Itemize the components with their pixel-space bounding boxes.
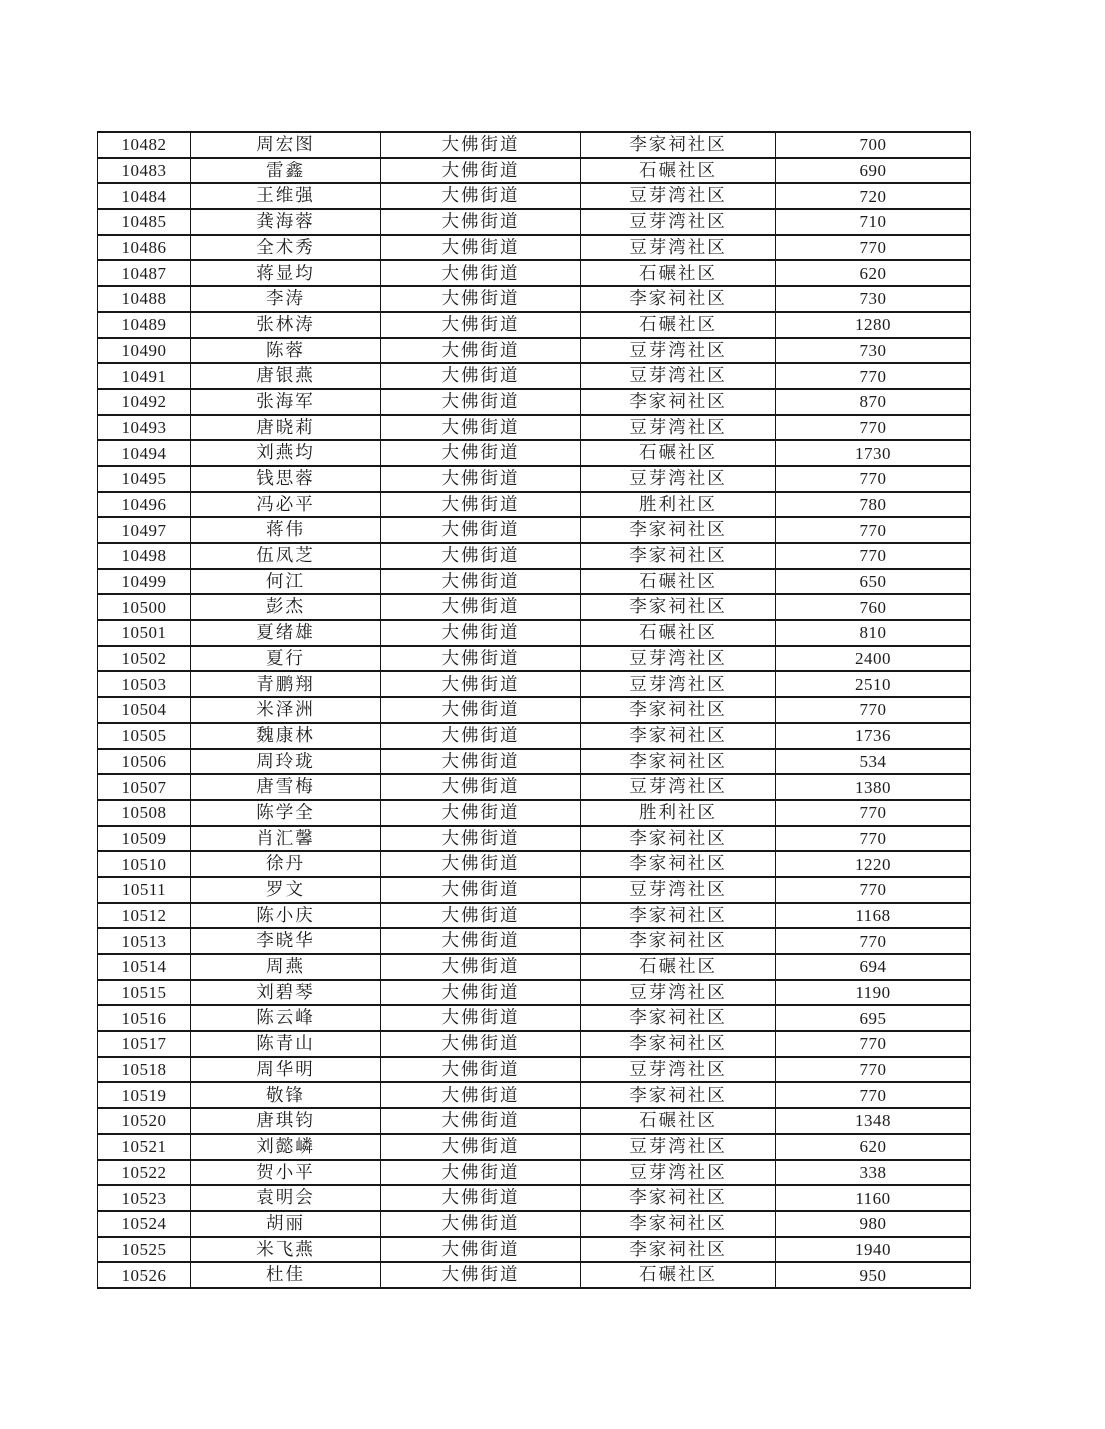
person-name-cell: 罗文 <box>191 877 381 903</box>
table-row <box>98 415 971 441</box>
serial-number-cell: 10491 <box>98 363 191 389</box>
person-name-cell: 米泽洲 <box>191 697 381 723</box>
community-cell: 石碾社区 <box>581 158 776 184</box>
person-name-cell: 唐雪梅 <box>191 774 381 800</box>
person-name-cell: 伍凤芝 <box>191 543 381 569</box>
street-cell: 大佛街道 <box>381 492 581 518</box>
table-row <box>98 312 971 338</box>
serial-number-cell: 10502 <box>98 646 191 672</box>
street-cell: 大佛街道 <box>381 415 581 441</box>
amount-cell: 760 <box>776 594 971 620</box>
serial-number-cell: 10526 <box>98 1262 191 1288</box>
table-row <box>98 877 971 903</box>
serial-number-cell: 10516 <box>98 1005 191 1031</box>
person-name-cell: 徐丹 <box>191 851 381 877</box>
person-name-cell: 米飞燕 <box>191 1237 381 1263</box>
table-row <box>98 671 971 697</box>
serial-number-cell: 10500 <box>98 594 191 620</box>
serial-number-cell: 10512 <box>98 903 191 929</box>
person-name-cell: 全术秀 <box>191 235 381 261</box>
table-row <box>98 774 971 800</box>
amount-cell: 1280 <box>776 312 971 338</box>
table-row <box>98 1057 971 1083</box>
street-cell: 大佛街道 <box>381 1262 581 1288</box>
serial-number-cell: 10524 <box>98 1211 191 1237</box>
street-cell: 大佛街道 <box>381 774 581 800</box>
person-name-cell: 刘碧琴 <box>191 980 381 1006</box>
serial-number-cell: 10501 <box>98 620 191 646</box>
table-row <box>98 363 971 389</box>
amount-cell: 620 <box>776 260 971 286</box>
table-row <box>98 569 971 595</box>
serial-number-cell: 10486 <box>98 235 191 261</box>
street-cell: 大佛街道 <box>381 928 581 954</box>
community-cell: 豆芽湾社区 <box>581 774 776 800</box>
community-cell: 李家祠社区 <box>581 1082 776 1108</box>
street-cell: 大佛街道 <box>381 183 581 209</box>
amount-cell: 980 <box>776 1211 971 1237</box>
street-cell: 大佛街道 <box>381 723 581 749</box>
serial-number-cell: 10499 <box>98 569 191 595</box>
street-cell: 大佛街道 <box>381 1160 581 1186</box>
amount-cell: 700 <box>776 132 971 158</box>
serial-number-cell: 10494 <box>98 440 191 466</box>
person-name-cell: 胡丽 <box>191 1211 381 1237</box>
table-row <box>98 1237 971 1263</box>
person-name-cell: 钱思蓉 <box>191 466 381 492</box>
street-cell: 大佛街道 <box>381 517 581 543</box>
amount-cell: 730 <box>776 338 971 364</box>
community-cell: 李家祠社区 <box>581 132 776 158</box>
street-cell: 大佛街道 <box>381 235 581 261</box>
person-name-cell: 李晓华 <box>191 928 381 954</box>
amount-cell: 1220 <box>776 851 971 877</box>
table-row <box>98 543 971 569</box>
table-row <box>98 620 971 646</box>
community-cell: 石碾社区 <box>581 620 776 646</box>
person-name-cell: 何江 <box>191 569 381 595</box>
amount-cell: 1168 <box>776 903 971 929</box>
community-cell: 李家祠社区 <box>581 389 776 415</box>
table-row <box>98 183 971 209</box>
person-name-cell: 周燕 <box>191 954 381 980</box>
community-cell: 李家祠社区 <box>581 928 776 954</box>
table-row <box>98 286 971 312</box>
person-name-cell: 雷鑫 <box>191 158 381 184</box>
amount-cell: 1160 <box>776 1185 971 1211</box>
street-cell: 大佛街道 <box>381 389 581 415</box>
person-name-cell: 周玲珑 <box>191 749 381 775</box>
amount-cell: 710 <box>776 209 971 235</box>
person-name-cell: 张林涛 <box>191 312 381 338</box>
community-cell: 李家祠社区 <box>581 749 776 775</box>
community-cell: 石碾社区 <box>581 569 776 595</box>
serial-number-cell: 10520 <box>98 1108 191 1134</box>
table-row <box>98 594 971 620</box>
community-cell: 豆芽湾社区 <box>581 1057 776 1083</box>
person-name-cell: 周宏图 <box>191 132 381 158</box>
serial-number-cell: 10487 <box>98 260 191 286</box>
table-row <box>98 723 971 749</box>
community-cell: 李家祠社区 <box>581 286 776 312</box>
community-cell: 豆芽湾社区 <box>581 338 776 364</box>
community-cell: 李家祠社区 <box>581 1185 776 1211</box>
community-cell: 李家祠社区 <box>581 851 776 877</box>
serial-number-cell: 10519 <box>98 1082 191 1108</box>
community-cell: 李家祠社区 <box>581 1237 776 1263</box>
person-name-cell: 夏行 <box>191 646 381 672</box>
street-cell: 大佛街道 <box>381 646 581 672</box>
street-cell: 大佛街道 <box>381 1108 581 1134</box>
table-row <box>98 158 971 184</box>
person-name-cell: 王维强 <box>191 183 381 209</box>
person-name-cell: 张海军 <box>191 389 381 415</box>
person-name-cell: 唐琪钧 <box>191 1108 381 1134</box>
amount-cell: 2400 <box>776 646 971 672</box>
table-row <box>98 646 971 672</box>
amount-cell: 695 <box>776 1005 971 1031</box>
amount-cell: 770 <box>776 517 971 543</box>
person-name-cell: 夏绪雄 <box>191 620 381 646</box>
person-name-cell: 周华明 <box>191 1057 381 1083</box>
street-cell: 大佛街道 <box>381 594 581 620</box>
table-row <box>98 980 971 1006</box>
community-cell: 豆芽湾社区 <box>581 183 776 209</box>
street-cell: 大佛街道 <box>381 209 581 235</box>
street-cell: 大佛街道 <box>381 620 581 646</box>
person-name-cell: 龚海蓉 <box>191 209 381 235</box>
amount-cell: 780 <box>776 492 971 518</box>
person-name-cell: 陈青山 <box>191 1031 381 1057</box>
table-row <box>98 1185 971 1211</box>
street-cell: 大佛街道 <box>381 851 581 877</box>
serial-number-cell: 10504 <box>98 697 191 723</box>
street-cell: 大佛街道 <box>381 363 581 389</box>
amount-cell: 770 <box>776 1057 971 1083</box>
table-row <box>98 440 971 466</box>
amount-cell: 1348 <box>776 1108 971 1134</box>
serial-number-cell: 10506 <box>98 749 191 775</box>
serial-number-cell: 10508 <box>98 800 191 826</box>
street-cell: 大佛街道 <box>381 954 581 980</box>
amount-cell: 810 <box>776 620 971 646</box>
amount-cell: 770 <box>776 466 971 492</box>
person-name-cell: 陈云峰 <box>191 1005 381 1031</box>
amount-cell: 730 <box>776 286 971 312</box>
amount-cell: 770 <box>776 1082 971 1108</box>
street-cell: 大佛街道 <box>381 260 581 286</box>
amount-cell: 1736 <box>776 723 971 749</box>
amount-cell: 720 <box>776 183 971 209</box>
serial-number-cell: 10482 <box>98 132 191 158</box>
table-row <box>98 851 971 877</box>
serial-number-cell: 10484 <box>98 183 191 209</box>
serial-number-cell: 10513 <box>98 928 191 954</box>
community-cell: 豆芽湾社区 <box>581 415 776 441</box>
street-cell: 大佛街道 <box>381 903 581 929</box>
table-row <box>98 1262 971 1288</box>
serial-number-cell: 10521 <box>98 1134 191 1160</box>
community-cell: 石碾社区 <box>581 312 776 338</box>
street-cell: 大佛街道 <box>381 466 581 492</box>
amount-cell: 694 <box>776 954 971 980</box>
community-cell: 李家祠社区 <box>581 594 776 620</box>
table-row <box>98 338 971 364</box>
community-cell: 李家祠社区 <box>581 723 776 749</box>
amount-cell: 2510 <box>776 671 971 697</box>
table-row <box>98 466 971 492</box>
table-row <box>98 235 971 261</box>
table-row <box>98 954 971 980</box>
person-name-cell: 刘燕均 <box>191 440 381 466</box>
street-cell: 大佛街道 <box>381 671 581 697</box>
amount-cell: 1730 <box>776 440 971 466</box>
community-cell: 豆芽湾社区 <box>581 1134 776 1160</box>
street-cell: 大佛街道 <box>381 800 581 826</box>
community-cell: 李家祠社区 <box>581 1211 776 1237</box>
serial-number-cell: 10505 <box>98 723 191 749</box>
person-name-cell: 肖汇馨 <box>191 826 381 852</box>
records-table <box>97 131 971 1289</box>
amount-cell: 950 <box>776 1262 971 1288</box>
person-name-cell: 唐银燕 <box>191 363 381 389</box>
amount-cell: 650 <box>776 569 971 595</box>
table-row <box>98 517 971 543</box>
community-cell: 胜利社区 <box>581 492 776 518</box>
table-row <box>98 209 971 235</box>
serial-number-cell: 10514 <box>98 954 191 980</box>
community-cell: 豆芽湾社区 <box>581 363 776 389</box>
amount-cell: 620 <box>776 1134 971 1160</box>
street-cell: 大佛街道 <box>381 1082 581 1108</box>
street-cell: 大佛街道 <box>381 158 581 184</box>
street-cell: 大佛街道 <box>381 697 581 723</box>
person-name-cell: 李涛 <box>191 286 381 312</box>
table-row <box>98 1211 971 1237</box>
community-cell: 石碾社区 <box>581 1108 776 1134</box>
serial-number-cell: 10490 <box>98 338 191 364</box>
serial-number-cell: 10497 <box>98 517 191 543</box>
serial-number-cell: 10517 <box>98 1031 191 1057</box>
street-cell: 大佛街道 <box>381 1134 581 1160</box>
community-cell: 李家祠社区 <box>581 543 776 569</box>
table-row <box>98 1134 971 1160</box>
table-row <box>98 260 971 286</box>
community-cell: 李家祠社区 <box>581 1005 776 1031</box>
street-cell: 大佛街道 <box>381 1057 581 1083</box>
serial-number-cell: 10525 <box>98 1237 191 1263</box>
person-name-cell: 彭杰 <box>191 594 381 620</box>
community-cell: 李家祠社区 <box>581 697 776 723</box>
amount-cell: 1380 <box>776 774 971 800</box>
community-cell: 豆芽湾社区 <box>581 980 776 1006</box>
street-cell: 大佛街道 <box>381 877 581 903</box>
person-name-cell: 陈蓉 <box>191 338 381 364</box>
table-row <box>98 389 971 415</box>
serial-number-cell: 10522 <box>98 1160 191 1186</box>
serial-number-cell: 10507 <box>98 774 191 800</box>
serial-number-cell: 10518 <box>98 1057 191 1083</box>
amount-cell: 1940 <box>776 1237 971 1263</box>
amount-cell: 770 <box>776 877 971 903</box>
street-cell: 大佛街道 <box>381 826 581 852</box>
community-cell: 豆芽湾社区 <box>581 1160 776 1186</box>
person-name-cell: 杜佳 <box>191 1262 381 1288</box>
serial-number-cell: 10498 <box>98 543 191 569</box>
street-cell: 大佛街道 <box>381 1031 581 1057</box>
street-cell: 大佛街道 <box>381 1185 581 1211</box>
amount-cell: 770 <box>776 826 971 852</box>
amount-cell: 770 <box>776 543 971 569</box>
person-name-cell: 魏康林 <box>191 723 381 749</box>
amount-cell: 770 <box>776 800 971 826</box>
amount-cell: 870 <box>776 389 971 415</box>
community-cell: 李家祠社区 <box>581 517 776 543</box>
amount-cell: 690 <box>776 158 971 184</box>
serial-number-cell: 10510 <box>98 851 191 877</box>
amount-cell: 770 <box>776 363 971 389</box>
table-row <box>98 1160 971 1186</box>
table-row <box>98 903 971 929</box>
serial-number-cell: 10509 <box>98 826 191 852</box>
amount-cell: 770 <box>776 415 971 441</box>
community-cell: 胜利社区 <box>581 800 776 826</box>
amount-cell: 770 <box>776 697 971 723</box>
serial-number-cell: 10488 <box>98 286 191 312</box>
serial-number-cell: 10492 <box>98 389 191 415</box>
table-row <box>98 1005 971 1031</box>
street-cell: 大佛街道 <box>381 749 581 775</box>
community-cell: 豆芽湾社区 <box>581 646 776 672</box>
street-cell: 大佛街道 <box>381 312 581 338</box>
person-name-cell: 刘懿嶙 <box>191 1134 381 1160</box>
community-cell: 李家祠社区 <box>581 826 776 852</box>
table-row <box>98 697 971 723</box>
person-name-cell: 蒋显均 <box>191 260 381 286</box>
records-tbody <box>98 132 971 1288</box>
street-cell: 大佛街道 <box>381 286 581 312</box>
serial-number-cell: 10515 <box>98 980 191 1006</box>
street-cell: 大佛街道 <box>381 132 581 158</box>
community-cell: 豆芽湾社区 <box>581 209 776 235</box>
person-name-cell: 唐晓莉 <box>191 415 381 441</box>
amount-cell: 338 <box>776 1160 971 1186</box>
community-cell: 豆芽湾社区 <box>581 877 776 903</box>
community-cell: 李家祠社区 <box>581 1031 776 1057</box>
amount-cell: 770 <box>776 928 971 954</box>
table-row <box>98 928 971 954</box>
serial-number-cell: 10511 <box>98 877 191 903</box>
street-cell: 大佛街道 <box>381 1237 581 1263</box>
street-cell: 大佛街道 <box>381 1211 581 1237</box>
community-cell: 石碾社区 <box>581 440 776 466</box>
serial-number-cell: 10485 <box>98 209 191 235</box>
amount-cell: 770 <box>776 1031 971 1057</box>
community-cell: 石碾社区 <box>581 1262 776 1288</box>
person-name-cell: 蒋伟 <box>191 517 381 543</box>
street-cell: 大佛街道 <box>381 338 581 364</box>
serial-number-cell: 10493 <box>98 415 191 441</box>
table-row <box>98 1108 971 1134</box>
street-cell: 大佛街道 <box>381 543 581 569</box>
community-cell: 豆芽湾社区 <box>581 235 776 261</box>
street-cell: 大佛街道 <box>381 569 581 595</box>
person-name-cell: 贺小平 <box>191 1160 381 1186</box>
table-row <box>98 1082 971 1108</box>
serial-number-cell: 10483 <box>98 158 191 184</box>
person-name-cell: 青鹏翔 <box>191 671 381 697</box>
person-name-cell: 陈小庆 <box>191 903 381 929</box>
serial-number-cell: 10496 <box>98 492 191 518</box>
serial-number-cell: 10523 <box>98 1185 191 1211</box>
amount-cell: 770 <box>776 235 971 261</box>
street-cell: 大佛街道 <box>381 980 581 1006</box>
table-row <box>98 132 971 158</box>
table-row <box>98 749 971 775</box>
table-row <box>98 492 971 518</box>
community-cell: 李家祠社区 <box>581 903 776 929</box>
serial-number-cell: 10503 <box>98 671 191 697</box>
street-cell: 大佛街道 <box>381 1005 581 1031</box>
person-name-cell: 冯必平 <box>191 492 381 518</box>
person-name-cell: 陈学全 <box>191 800 381 826</box>
table-row <box>98 826 971 852</box>
person-name-cell: 敬锋 <box>191 1082 381 1108</box>
table-row <box>98 800 971 826</box>
amount-cell: 534 <box>776 749 971 775</box>
community-cell: 石碾社区 <box>581 260 776 286</box>
serial-number-cell: 10489 <box>98 312 191 338</box>
person-name-cell: 袁明会 <box>191 1185 381 1211</box>
community-cell: 豆芽湾社区 <box>581 466 776 492</box>
amount-cell: 1190 <box>776 980 971 1006</box>
community-cell: 石碾社区 <box>581 954 776 980</box>
community-cell: 豆芽湾社区 <box>581 671 776 697</box>
serial-number-cell: 10495 <box>98 466 191 492</box>
table-row <box>98 1031 971 1057</box>
street-cell: 大佛街道 <box>381 440 581 466</box>
